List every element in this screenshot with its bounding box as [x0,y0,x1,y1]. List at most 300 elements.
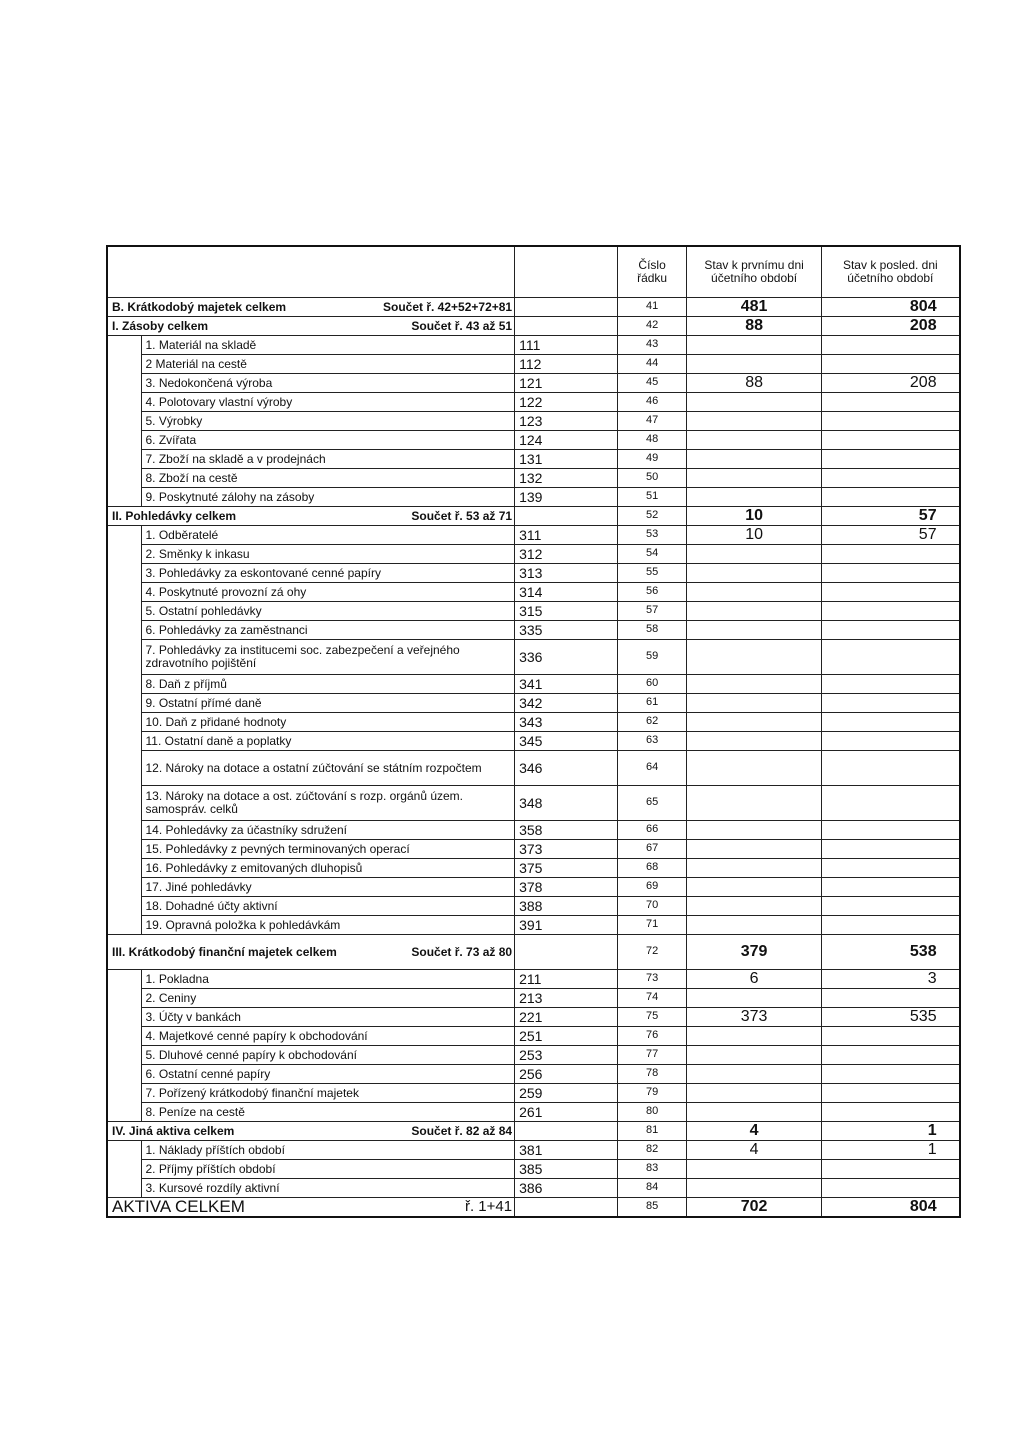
table-row [107,450,960,469]
section-row [107,507,960,526]
header-end-of-period: Stav k posled. dni účetního období [822,246,960,298]
value-start-of-period [687,1065,822,1084]
row-number: 70 [618,897,687,916]
indent-cell [107,469,141,488]
indent-cell [107,336,141,355]
account-number: 132 [515,469,618,488]
table-row [107,431,960,450]
row-number: 48 [618,431,687,450]
value-start-of-period: 10 [687,507,822,526]
item-label: 7. Pořízený krátkodobý finanční majetek [141,1084,515,1103]
table-row [107,1160,960,1179]
total-row [107,1198,960,1218]
value-start-of-period [687,412,822,431]
item-label: 7. Pohledávky za institucemi soc. zabezpečení a veřejného zdravotního pojištění [141,640,515,675]
indent-cell [107,526,141,545]
sum-formula: Součet ř. 73 až 80 [379,935,515,970]
section-row [107,935,960,970]
row-number: 73 [618,970,687,989]
value-start-of-period: 4 [687,1141,822,1160]
account-number: 122 [515,393,618,412]
indent-cell [107,431,141,450]
account-number: 375 [515,859,618,878]
value-end-of-period [822,840,960,859]
value-end-of-period: 1 [822,1122,960,1141]
value-end-of-period: 3 [822,970,960,989]
table-row [107,564,960,583]
item-label: 8. Zboží na cestě [141,469,515,488]
account-number: 373 [515,840,618,859]
item-label: 8. Daň z příjmů [141,675,515,694]
table-row [107,1065,960,1084]
table-row [107,545,960,564]
balance-sheet-table [106,245,961,1218]
value-start-of-period [687,840,822,859]
item-label: 18. Dohadné účty aktivní [141,897,515,916]
account-number: 251 [515,1027,618,1046]
indent-cell [107,1027,141,1046]
section-row [107,1122,960,1141]
account-number [515,317,618,336]
indent-cell [107,1141,141,1160]
table-row [107,621,960,640]
value-start-of-period [687,469,822,488]
table-row [107,897,960,916]
indent-cell [107,450,141,469]
table-row [107,1046,960,1065]
account-number [515,935,618,970]
item-label: 4. Polotovary vlastní výroby [141,393,515,412]
table-row [107,751,960,786]
row-number: 41 [618,298,687,317]
row-number: 50 [618,469,687,488]
value-start-of-period [687,897,822,916]
row-number: 66 [618,821,687,840]
item-label: 2 Materiál na cestě [141,355,515,374]
row-number: 58 [618,621,687,640]
value-end-of-period [822,1065,960,1084]
value-end-of-period [822,602,960,621]
value-start-of-period [687,821,822,840]
account-number [515,298,618,317]
value-start-of-period [687,1160,822,1179]
item-label: 16. Pohledávky z emitovaných dluhopisů [141,859,515,878]
value-end-of-period [822,1046,960,1065]
sum-formula: Součet ř. 42+52+72+81 [379,298,515,317]
value-end-of-period [822,821,960,840]
value-end-of-period [822,621,960,640]
item-label: 10. Daň z přidané hodnoty [141,713,515,732]
item-label: 1. Odběratelé [141,526,515,545]
account-number: 358 [515,821,618,840]
row-number: 69 [618,878,687,897]
account-number: 386 [515,1179,618,1198]
account-number: 111 [515,336,618,355]
indent-cell [107,412,141,431]
account-number: 213 [515,989,618,1008]
account-number: 259 [515,1084,618,1103]
value-start-of-period [687,488,822,507]
value-end-of-period: 538 [822,935,960,970]
indent-cell [107,859,141,878]
row-number: 60 [618,675,687,694]
value-start-of-period [687,1179,822,1198]
row-number: 76 [618,1027,687,1046]
item-label: 13. Nároky na dotace a ost. zúčtování s rozp. orgánů územ. samospráv. celků [141,786,515,821]
item-label: 6. Ostatní cenné papíry [141,1065,515,1084]
item-label: 1. Pokladna [141,970,515,989]
account-number: 131 [515,450,618,469]
table-row [107,1179,960,1198]
account-number: 381 [515,1141,618,1160]
indent-cell [107,694,141,713]
item-label: 5. Dluhové cenné papíry k obchodování [141,1046,515,1065]
row-number: 52 [618,507,687,526]
section-label: B. Krátkodobý majetek celkem [107,298,379,317]
item-label: 6. Zvířata [141,431,515,450]
table-row [107,469,960,488]
row-number: 43 [618,336,687,355]
indent-cell [107,840,141,859]
item-label: 4. Poskytnuté provozní zá ohy [141,583,515,602]
item-label: 5. Výrobky [141,412,515,431]
account-number: 211 [515,970,618,989]
indent-cell [107,640,141,675]
value-end-of-period [822,1027,960,1046]
value-end-of-period [822,989,960,1008]
table-row [107,583,960,602]
indent-cell [107,713,141,732]
item-label: 2. Příjmy příštích období [141,1160,515,1179]
value-end-of-period: 804 [822,298,960,317]
item-label: 3. Nedokončená výroba [141,374,515,393]
indent-cell [107,675,141,694]
sum-formula: Součet ř. 82 až 84 [379,1122,515,1141]
table-row [107,1103,960,1122]
row-number: 67 [618,840,687,859]
row-number: 49 [618,450,687,469]
value-end-of-period: 804 [822,1198,960,1218]
sum-formula: Součet ř. 43 až 51 [379,317,515,336]
value-end-of-period [822,393,960,412]
indent-cell [107,732,141,751]
value-start-of-period [687,675,822,694]
row-number: 71 [618,916,687,935]
indent-cell [107,1160,141,1179]
indent-cell [107,545,141,564]
item-label: 14. Pohledávky za účastníky sdružení [141,821,515,840]
row-number: 44 [618,355,687,374]
account-number: 342 [515,694,618,713]
account-number [515,507,618,526]
row-number: 61 [618,694,687,713]
value-end-of-period [822,916,960,935]
indent-cell [107,821,141,840]
account-number: 385 [515,1160,618,1179]
header-row-number: Číslo řádku [618,246,687,298]
value-end-of-period [822,751,960,786]
table-row [107,970,960,989]
value-end-of-period [822,1084,960,1103]
row-number: 85 [618,1198,687,1218]
indent-cell [107,751,141,786]
value-start-of-period: 702 [687,1198,822,1218]
row-number: 83 [618,1160,687,1179]
value-start-of-period [687,355,822,374]
row-number: 53 [618,526,687,545]
value-start-of-period [687,1103,822,1122]
indent-cell [107,564,141,583]
value-start-of-period [687,545,822,564]
sum-formula: ř. 1+41 [379,1198,515,1218]
account-number: 261 [515,1103,618,1122]
value-start-of-period [687,694,822,713]
indent-cell [107,916,141,935]
row-number: 62 [618,713,687,732]
value-start-of-period: 379 [687,935,822,970]
item-label: 2. Ceniny [141,989,515,1008]
value-start-of-period [687,1027,822,1046]
value-end-of-period [822,469,960,488]
value-end-of-period [822,336,960,355]
indent-cell [107,374,141,393]
row-number: 72 [618,935,687,970]
indent-cell [107,1065,141,1084]
indent-cell [107,970,141,989]
item-label: 3. Kursové rozdíly aktivní [141,1179,515,1198]
value-start-of-period [687,1084,822,1103]
value-end-of-period [822,640,960,675]
table-row [107,1027,960,1046]
row-number: 79 [618,1084,687,1103]
row-number: 42 [618,317,687,336]
indent-cell [107,488,141,507]
account-number: 256 [515,1065,618,1084]
value-end-of-period [822,897,960,916]
value-start-of-period [687,583,822,602]
item-label: 19. Opravná položka k pohledávkám [141,916,515,935]
value-end-of-period [822,786,960,821]
account-number: 311 [515,526,618,545]
table-row [107,640,960,675]
value-start-of-period [687,786,822,821]
item-label: 8. Peníze na cestě [141,1103,515,1122]
section-label: I. Zásoby celkem [107,317,379,336]
value-start-of-period [687,564,822,583]
value-end-of-period [822,694,960,713]
row-number: 84 [618,1179,687,1198]
row-number: 81 [618,1122,687,1141]
item-label: 6. Pohledávky za zaměstnanci [141,621,515,640]
item-label: 9. Poskytnuté zálohy na zásoby [141,488,515,507]
table-row [107,878,960,897]
header-blank-account-cell [515,246,618,298]
table-header-row [107,246,960,298]
table-row [107,488,960,507]
row-number: 56 [618,583,687,602]
section-label: IV. Jiná aktiva celkem [107,1122,379,1141]
value-end-of-period: 57 [822,526,960,545]
header-blank-cell [107,246,515,298]
indent-cell [107,878,141,897]
value-start-of-period [687,878,822,897]
value-end-of-period: 208 [822,317,960,336]
indent-cell [107,393,141,412]
account-number: 348 [515,786,618,821]
value-end-of-period [822,355,960,374]
section-label: II. Pohledávky celkem [107,507,379,526]
account-number: 335 [515,621,618,640]
table-row [107,1084,960,1103]
value-end-of-period [822,412,960,431]
value-end-of-period [822,878,960,897]
table-row [107,821,960,840]
account-number: 346 [515,751,618,786]
account-number: 341 [515,675,618,694]
value-end-of-period: 535 [822,1008,960,1027]
item-label: 15. Pohledávky z pevných terminovaných operací [141,840,515,859]
header-start-of-period: Stav k prvnímu dni účetního období [687,246,822,298]
account-number: 378 [515,878,618,897]
table-row [107,916,960,935]
indent-cell [107,1008,141,1027]
value-end-of-period [822,713,960,732]
value-start-of-period: 4 [687,1122,822,1141]
item-label: 3. Účty v bankách [141,1008,515,1027]
value-start-of-period: 10 [687,526,822,545]
value-start-of-period [687,640,822,675]
value-end-of-period [822,564,960,583]
indent-cell [107,897,141,916]
row-number: 47 [618,412,687,431]
row-number: 54 [618,545,687,564]
account-number: 112 [515,355,618,374]
indent-cell [107,355,141,374]
row-number: 57 [618,602,687,621]
row-number: 75 [618,1008,687,1027]
value-end-of-period [822,859,960,878]
table-row [107,355,960,374]
section-row [107,298,960,317]
indent-cell [107,583,141,602]
row-number: 63 [618,732,687,751]
table-row [107,526,960,545]
account-number: 312 [515,545,618,564]
table-row [107,1008,960,1027]
indent-cell [107,602,141,621]
row-number: 46 [618,393,687,412]
item-label: 2. Směnky k inkasu [141,545,515,564]
value-start-of-period [687,621,822,640]
item-label: 12. Nároky na dotace a ostatní zúčtování se státním rozpočtem [141,751,515,786]
row-number: 64 [618,751,687,786]
account-number: 336 [515,640,618,675]
account-number: 121 [515,374,618,393]
row-number: 78 [618,1065,687,1084]
item-label: 5. Ostatní pohledávky [141,602,515,621]
account-number: 391 [515,916,618,935]
row-number: 59 [618,640,687,675]
value-start-of-period [687,989,822,1008]
table-row [107,989,960,1008]
value-start-of-period [687,713,822,732]
row-number: 80 [618,1103,687,1122]
row-number: 77 [618,1046,687,1065]
value-start-of-period [687,751,822,786]
account-number: 124 [515,431,618,450]
account-number: 313 [515,564,618,583]
row-number: 82 [618,1141,687,1160]
table-row [107,374,960,393]
value-end-of-period: 1 [822,1141,960,1160]
section-label: III. Krátkodobý finanční majetek celkem [107,935,379,970]
item-label: 9. Ostatní přímé daně [141,694,515,713]
value-start-of-period [687,336,822,355]
value-end-of-period [822,732,960,751]
row-number: 65 [618,786,687,821]
value-start-of-period [687,859,822,878]
item-label: 11. Ostatní daně a poplatky [141,732,515,751]
value-start-of-period: 88 [687,374,822,393]
row-number: 74 [618,989,687,1008]
indent-cell [107,621,141,640]
account-number: 345 [515,732,618,751]
value-end-of-period [822,583,960,602]
value-end-of-period [822,1160,960,1179]
table-row [107,859,960,878]
value-end-of-period [822,1103,960,1122]
indent-cell [107,1046,141,1065]
value-start-of-period [687,431,822,450]
value-start-of-period [687,393,822,412]
value-start-of-period [687,732,822,751]
value-start-of-period [687,916,822,935]
account-number: 123 [515,412,618,431]
account-number [515,1122,618,1141]
item-label: 1. Materiál na skladě [141,336,515,355]
item-label: 17. Jiné pohledávky [141,878,515,897]
table-row [107,1141,960,1160]
table-row [107,412,960,431]
account-number: 343 [515,713,618,732]
row-number: 51 [618,488,687,507]
section-label: AKTIVA CELKEM [107,1198,379,1218]
table-row [107,732,960,751]
item-label: 7. Zboží na skladě a v prodejnách [141,450,515,469]
indent-cell [107,989,141,1008]
row-number: 45 [618,374,687,393]
item-label: 1. Náklady příštích období [141,1141,515,1160]
indent-cell [107,786,141,821]
value-end-of-period: 57 [822,507,960,526]
sum-formula: Součet ř. 53 až 71 [379,507,515,526]
table-row [107,786,960,821]
item-label: 3. Pohledávky za eskontované cenné papíry [141,564,515,583]
table-row [107,336,960,355]
value-start-of-period [687,602,822,621]
table-row [107,840,960,859]
row-number: 68 [618,859,687,878]
value-start-of-period: 373 [687,1008,822,1027]
value-end-of-period [822,450,960,469]
indent-cell [107,1084,141,1103]
value-end-of-period [822,545,960,564]
value-end-of-period [822,675,960,694]
value-start-of-period: 88 [687,317,822,336]
account-number: 139 [515,488,618,507]
account-number: 221 [515,1008,618,1027]
row-number: 55 [618,564,687,583]
